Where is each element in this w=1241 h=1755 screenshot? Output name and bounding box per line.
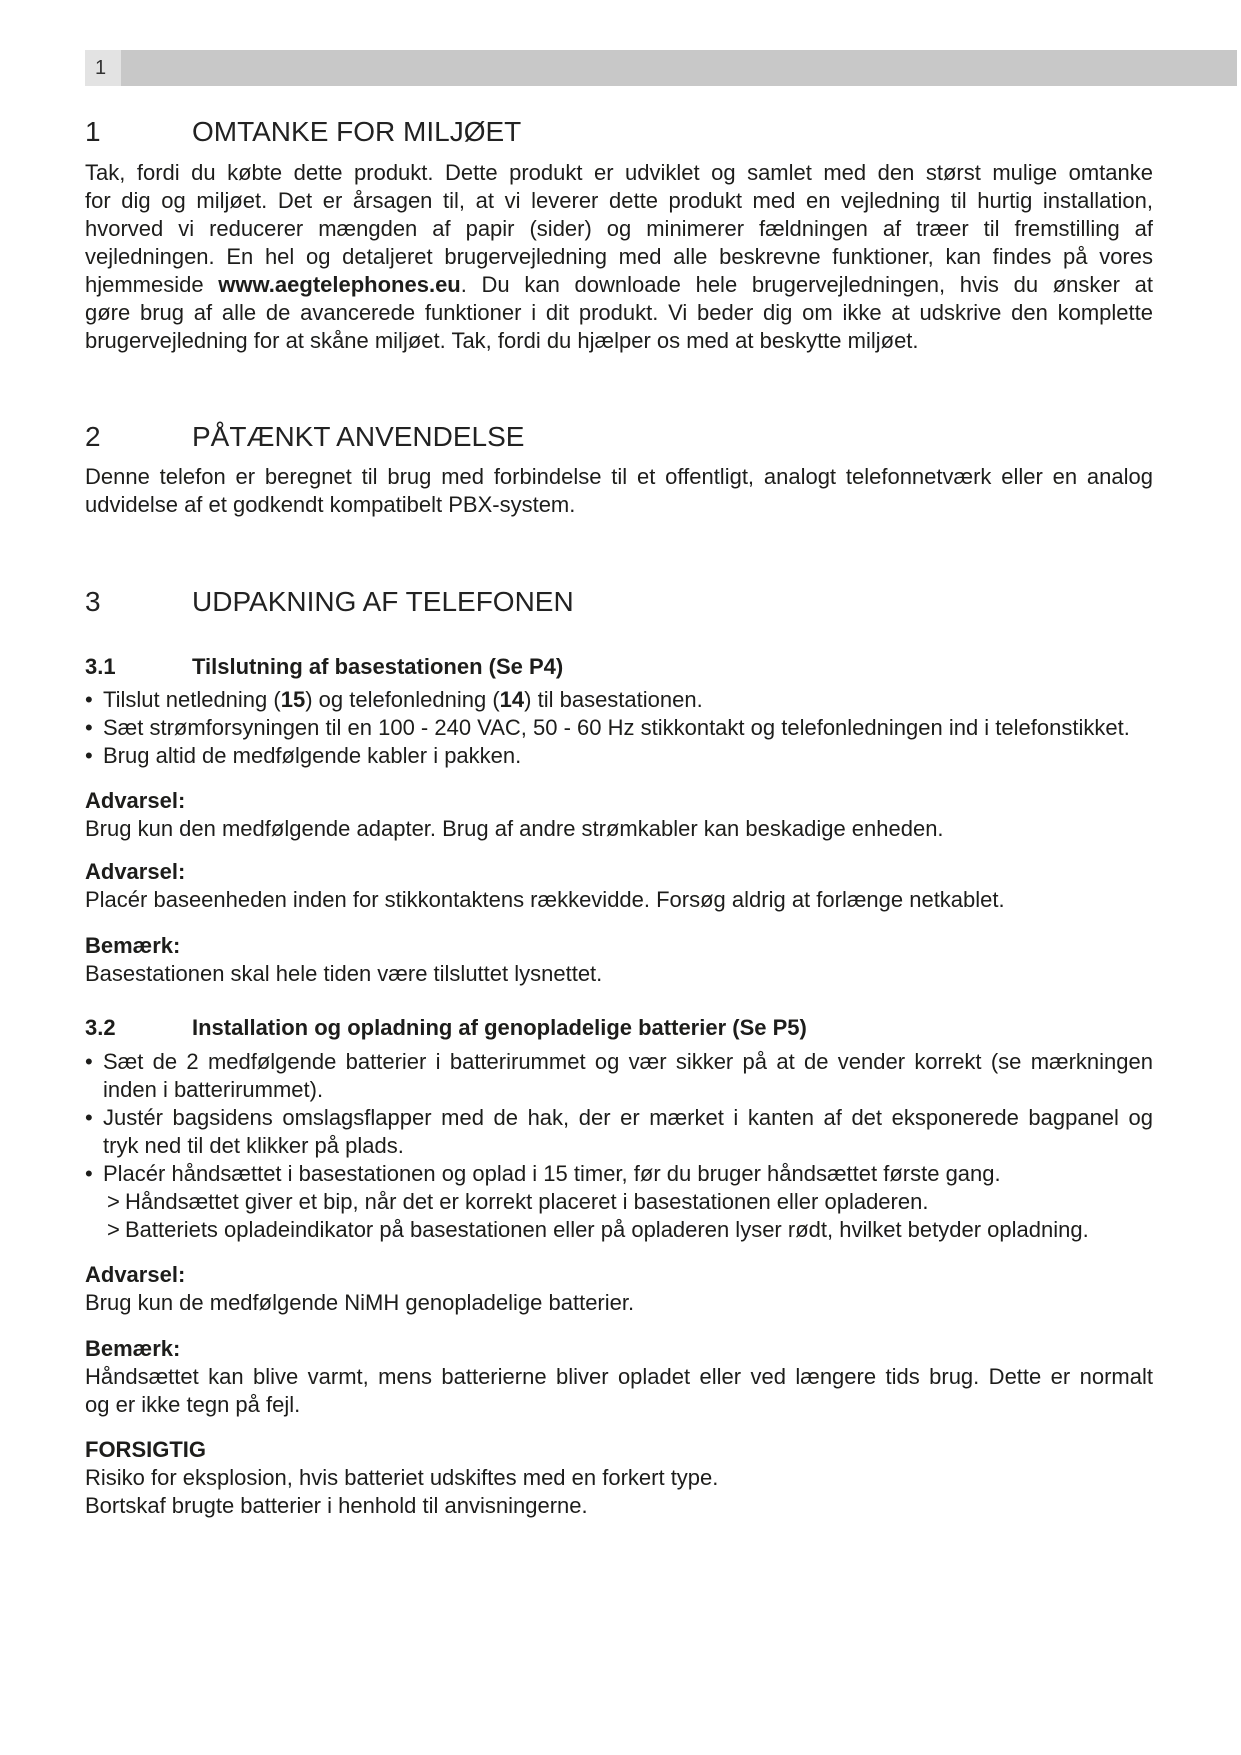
- bullet: •: [85, 715, 93, 740]
- bullet: •: [85, 687, 93, 712]
- line-text: ) og telefonledning (: [305, 687, 500, 712]
- list-item: [85, 1160, 1153, 1244]
- list-item-body: [103, 686, 1153, 714]
- paragraph-line: gøre brug af alle de avancerede funktioner i dit produkt. Vi beder dig om ikke at udskrive den komplette: [85, 300, 1153, 325]
- list-item: [85, 1048, 1153, 1104]
- list-item-text: Brug altid de medfølgende kabler i pakken.: [103, 743, 522, 768]
- paragraph-line: udvidelse af et godkendt kompatibelt PBX-system.: [85, 492, 576, 517]
- section-number: 3: [85, 586, 101, 617]
- note-text: Bortskaf brugte batterier i henhold til anvisningerne.: [85, 1493, 588, 1518]
- header-bar: [121, 50, 1237, 86]
- line-text: Tilslut netledning (: [103, 687, 281, 712]
- warning-note: [85, 858, 1153, 914]
- list-item-body: [103, 714, 1153, 742]
- subsection-3-2-heading: [85, 1014, 1153, 1042]
- warning-note: [85, 1261, 1153, 1317]
- sub-item-text: Batteriets opladeindikator på basestationen eller på opladeren lyser rødt, hvilket betyder opladning.: [125, 1217, 1089, 1242]
- note-text: Brug kun den medfølgende adapter. Brug af andre strømkabler kan beskadige enheden.: [85, 816, 944, 841]
- note-text: Brug kun de medfølgende NiMH genopladelige batterier.: [85, 1290, 635, 1315]
- list-item-body: [103, 1048, 1153, 1104]
- paragraph-line: for dig og miljøet. Det er årsagen til, at vi leverer dette produkt med en vejledning til hurtig installation,: [85, 188, 1153, 213]
- list-item-text: Placér håndsættet i basestationen og oplad i 15 timer, før du bruger håndsættet første gang.: [103, 1161, 1001, 1186]
- list-item-text: Justér bagsidens omslagsflapper med de hak, der er mærket i kanten af det eksponerede bagpanel og: [103, 1105, 1153, 1130]
- paragraph-line: hvorved vi reducerer mængden af papir (sider) og minimerer fældningen af træer til fremstilling af: [85, 216, 1153, 241]
- bullet: •: [85, 743, 93, 768]
- subsection-title: Installation og opladning af genopladelige batterier (Se P5): [192, 1015, 807, 1040]
- list-item-body: [103, 1104, 1153, 1160]
- bullet: •: [85, 1161, 93, 1186]
- subsection-3-2-bullet-list: [85, 1048, 1153, 1244]
- line-text: . Du kan downloade hele brugervejledningen, hvis du ønsker at: [460, 272, 1153, 297]
- bullet: •: [85, 1105, 93, 1130]
- part-number: 15: [280, 687, 306, 712]
- list-item-text: Sæt strømforsyningen til en 100 - 240 VAC, 50 - 60 Hz stikkontakt og telefonledningen ind i telefonstikket.: [103, 715, 1130, 740]
- sub-item: [103, 1188, 1153, 1216]
- list-item-text: Sæt de 2 medfølgende batterier i batterirummet og vær sikker på at de vender korrekt (se mærkningen: [103, 1049, 1153, 1074]
- section-title: UDPAKNING AF TELEFONEN: [192, 586, 574, 617]
- section-number: 1: [85, 116, 101, 147]
- note-text: og er ikke tegn på fejl.: [85, 1392, 301, 1417]
- paragraph-line: vejledningen. En hel og detaljeret brugervejledning med alle beskrevne funktioner, kan findes på vores: [85, 244, 1153, 269]
- paragraph-line: brugervejledning for at skåne miljøet. Tak, fordi du hjælper os med at beskytte miljøet.: [85, 328, 919, 353]
- sub-item-text: Håndsættet giver et bip, når det er korrekt placeret i basestationen eller opladeren.: [125, 1189, 929, 1214]
- list-item-body: [103, 742, 1153, 770]
- line-text: hjemmeside: [85, 272, 219, 297]
- line-text: ) til basestationen.: [524, 687, 703, 712]
- list-item-body: [103, 1160, 1153, 1244]
- section-title: PÅTÆNKT ANVENDELSE: [192, 421, 525, 452]
- note-label: Advarsel:: [85, 859, 186, 884]
- list-item: [85, 686, 1153, 714]
- list-item-text: [103, 686, 1153, 714]
- note-label: Bemærk:: [85, 933, 181, 958]
- section-title: OMTANKE FOR MILJØET: [192, 116, 522, 147]
- subsection-number: 3.2: [85, 1015, 116, 1040]
- section-number: 2: [85, 421, 101, 452]
- section-1-paragraph: [85, 159, 1153, 355]
- list-item: [85, 1104, 1153, 1160]
- sub-item-marker: >: [107, 1217, 120, 1242]
- section-3-heading: [85, 585, 1153, 619]
- list-item-text: tryk ned til det klikker på plads.: [103, 1133, 404, 1158]
- page-number-box: [85, 50, 121, 86]
- page-number: 1: [95, 57, 107, 79]
- paragraph-line: Denne telefon er beregnet til brug med forbindelse til et offentligt, analogt telefonnetværk eller en analog: [85, 464, 1153, 489]
- section-1-heading: [85, 115, 1153, 149]
- list-item-text: inden i batterirummet).: [103, 1077, 324, 1102]
- warning-note: [85, 787, 1153, 843]
- note-label: Advarsel:: [85, 788, 186, 813]
- paragraph-line: [85, 271, 1153, 299]
- subsection-3-1-bullet-list: [85, 686, 1153, 770]
- note-text: Placér baseenheden inden for stikkontaktens rækkevidde. Forsøg aldrig at forlænge netkablet.: [85, 887, 1005, 912]
- section-2-heading: [85, 420, 1153, 454]
- note-text: Basestationen skal hele tiden være tilsluttet lysnettet.: [85, 961, 603, 986]
- note-label: FORSIGTIG: [85, 1437, 206, 1462]
- subsection-title: Tilslutning af basestationen (Se P4): [192, 654, 564, 679]
- caution-note: [85, 1436, 1153, 1520]
- note-label: Bemærk:: [85, 1336, 181, 1361]
- note-label: Advarsel:: [85, 1262, 186, 1287]
- section-2-paragraph: [85, 463, 1153, 519]
- note-text: Håndsættet kan blive varmt, mens batterierne bliver opladet eller ved længere tids brug. Dette er normalt: [85, 1364, 1153, 1389]
- remark-note: [85, 1335, 1153, 1419]
- website-address: www.aegtelephones.eu: [218, 272, 461, 297]
- subsection-3-1-heading: [85, 653, 1153, 681]
- list-item: [85, 742, 1153, 770]
- bullet: •: [85, 1049, 93, 1074]
- paragraph-line: Tak, fordi du købte dette produkt. Dette produkt er udviklet og samlet med den størst mulige omtanke: [85, 160, 1153, 185]
- sub-item: [103, 1216, 1153, 1244]
- note-text: Risiko for eksplosion, hvis batteriet udskiftes med en forkert type.: [85, 1465, 719, 1490]
- subsection-number: 3.1: [85, 654, 116, 679]
- part-number: 14: [499, 687, 525, 712]
- sub-item-marker: >: [107, 1189, 120, 1214]
- remark-note: [85, 932, 1153, 988]
- list-item: [85, 714, 1153, 742]
